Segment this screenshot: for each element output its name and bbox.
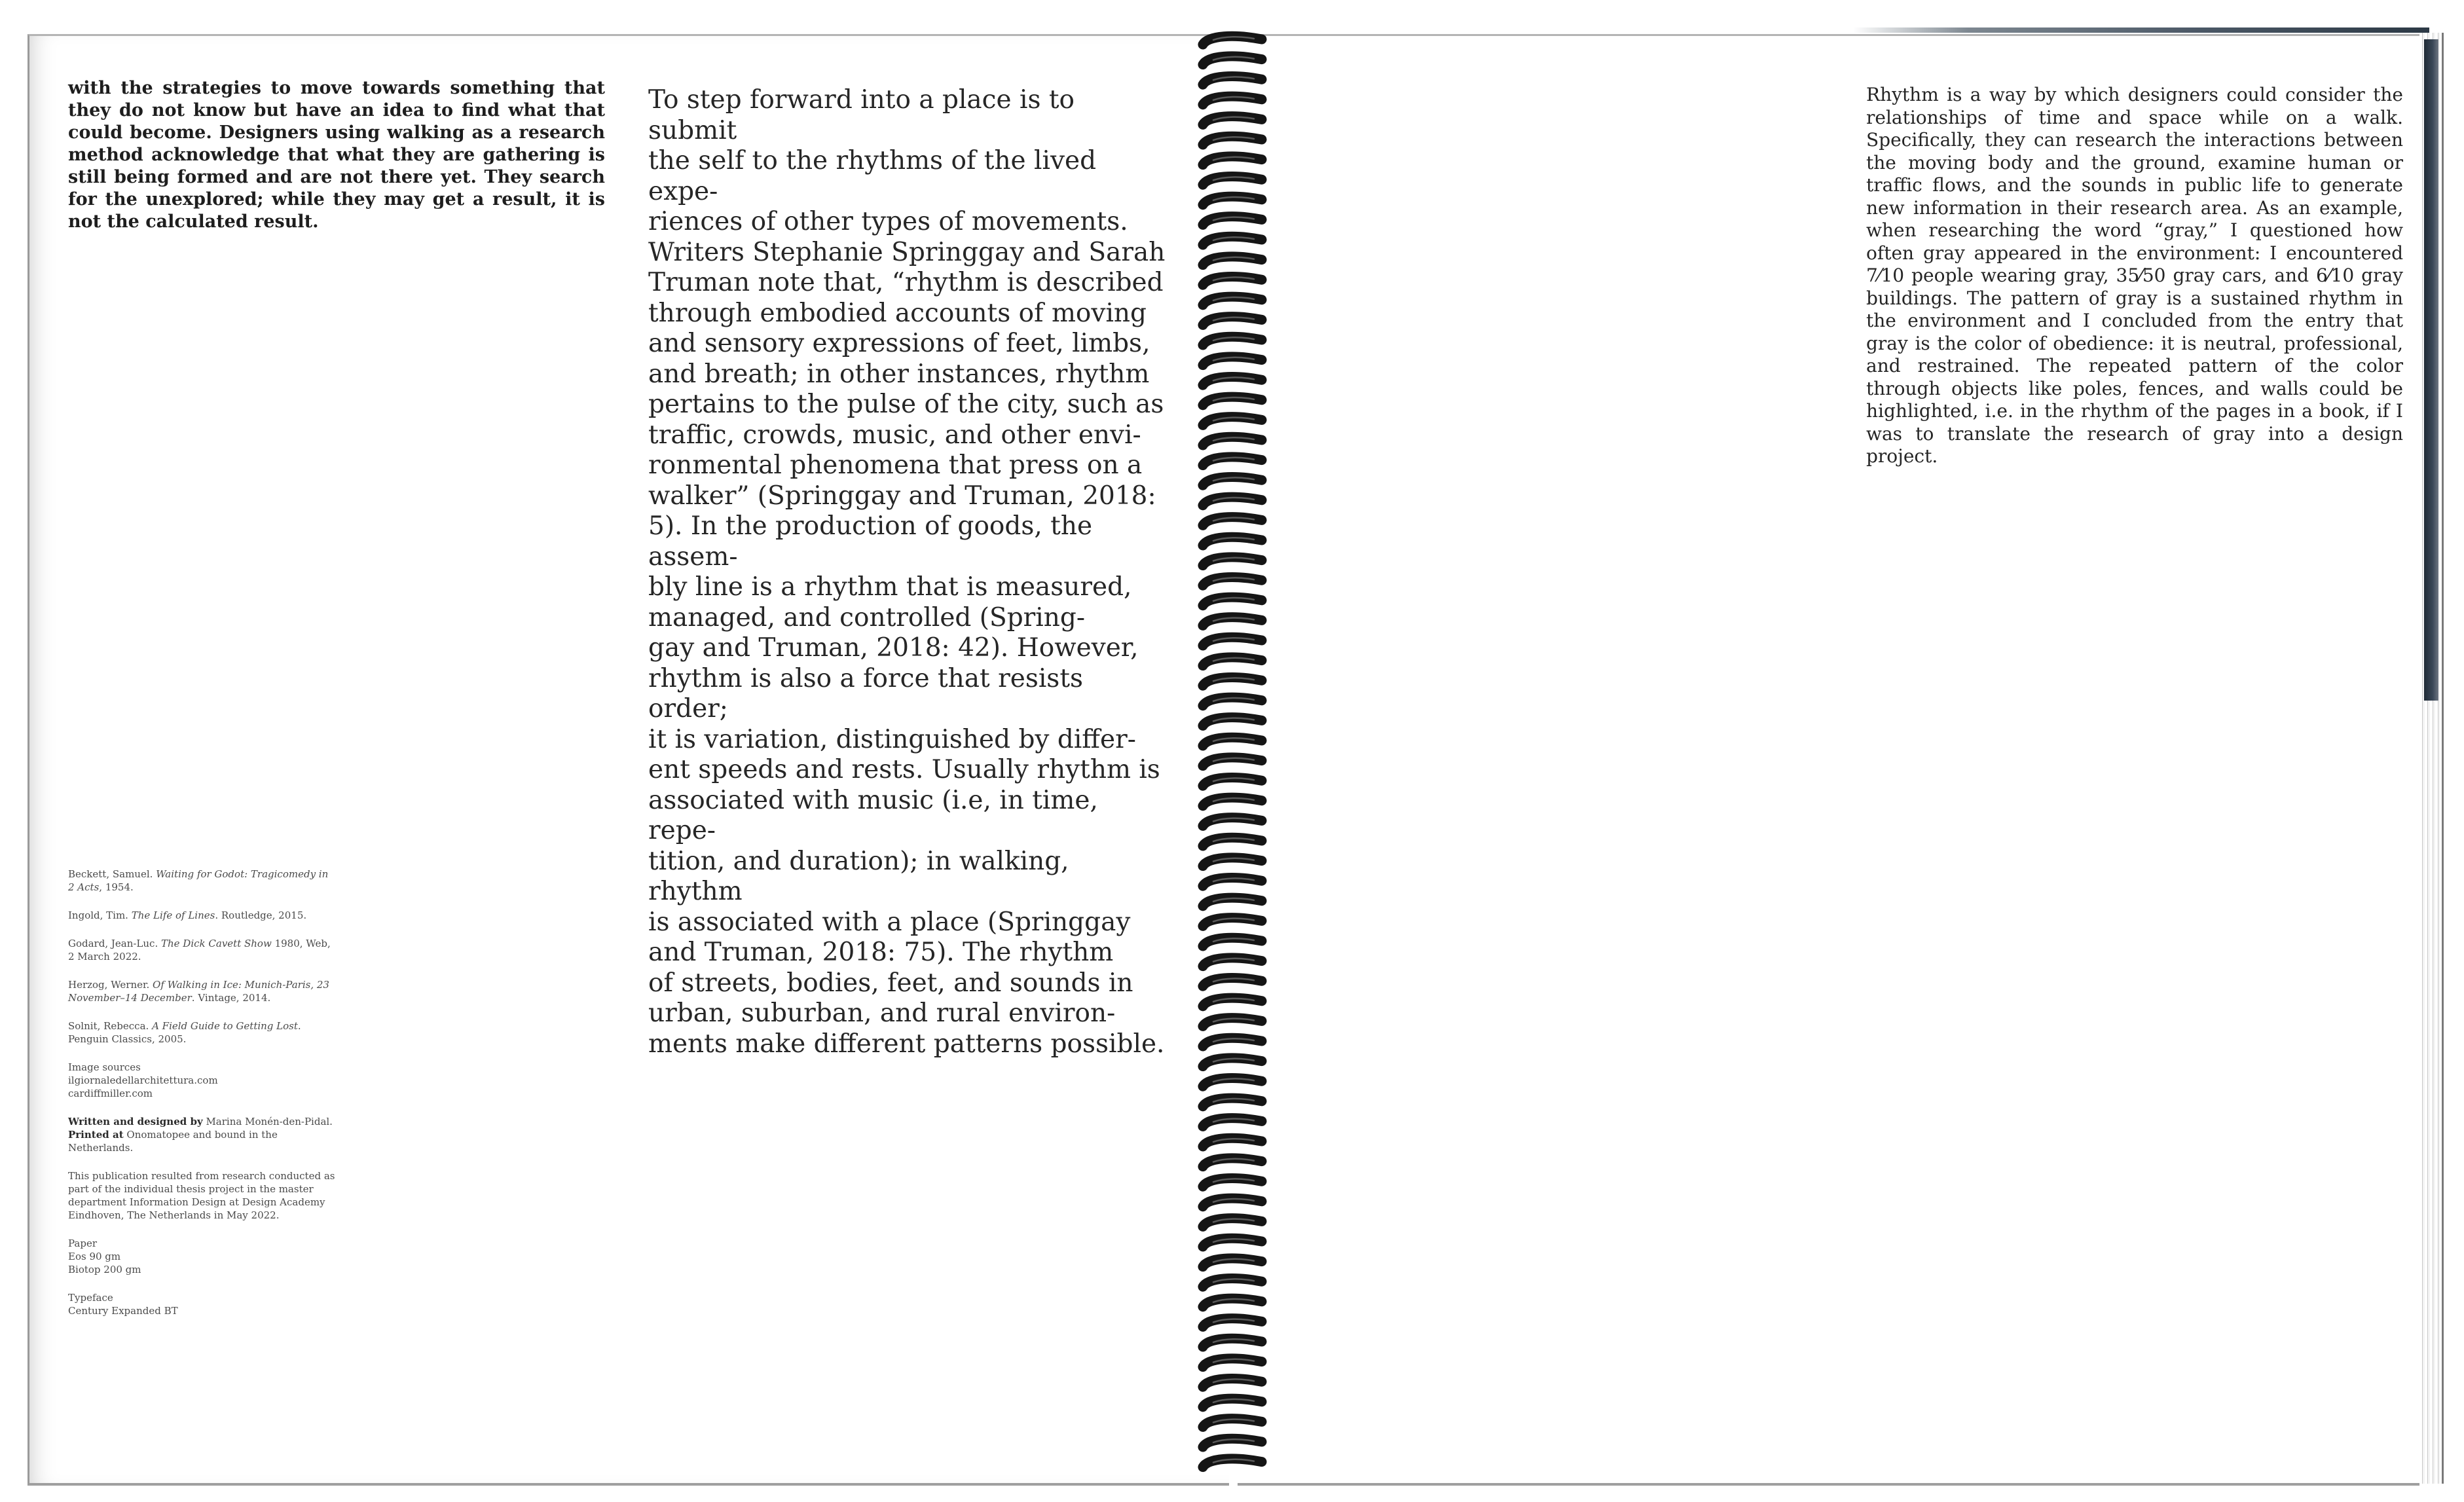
coil-ring bbox=[1203, 1138, 1262, 1146]
main-text-column bbox=[648, 85, 1166, 1059]
coil-ring bbox=[1203, 797, 1262, 806]
text-line: Writers Stephanie Springgay and Sarah bbox=[648, 237, 1166, 267]
coil-ring bbox=[1203, 918, 1262, 926]
image-source-line: cardiffmiller.com bbox=[68, 1088, 153, 1099]
coil-ring bbox=[1203, 1198, 1262, 1207]
coil-ring bbox=[1203, 1459, 1262, 1467]
image-sources bbox=[68, 1061, 337, 1100]
coil-ring bbox=[1203, 477, 1262, 486]
coil-ring bbox=[1203, 1218, 1262, 1227]
text-line: bly line is a rhythm that is measured, bbox=[648, 572, 1132, 602]
coil-ring bbox=[1203, 257, 1262, 265]
coil-ring bbox=[1203, 1298, 1262, 1307]
coil-ring bbox=[1203, 758, 1262, 766]
coil-ring bbox=[1203, 1438, 1262, 1447]
coil-ring bbox=[1203, 337, 1262, 345]
coil-ring bbox=[1203, 1078, 1262, 1087]
reference-title: A Field Guide to Getting Lost bbox=[152, 1020, 298, 1032]
coil-ring bbox=[1203, 417, 1262, 426]
coil-ring bbox=[1203, 117, 1262, 125]
spiral-binding bbox=[1188, 26, 1287, 1486]
text-line: gay and Truman, 2018: 42). However, bbox=[648, 633, 1139, 663]
reference-publisher: , 1954. bbox=[99, 881, 134, 893]
reference-publisher: . Vintage, 2014. bbox=[191, 992, 271, 1004]
reference-author: Ingold, Tim. bbox=[68, 909, 132, 921]
coil-ring bbox=[1203, 437, 1262, 445]
credits-written-by-label: Written and designed by bbox=[68, 1116, 203, 1127]
coil-ring bbox=[1203, 1018, 1262, 1027]
coil-ring bbox=[1203, 457, 1262, 466]
reference-title: The Dick Cavett Show bbox=[161, 938, 272, 949]
coil-ring bbox=[1203, 958, 1262, 966]
text-line: of streets, bodies, feet, and sounds in bbox=[648, 968, 1133, 998]
text-line: ronmental phenomena that press on a bbox=[648, 450, 1143, 480]
right-paragraph: Rhythm is a way by which designers could consider the relationships of time and space while on a walk. Specifically, they can research the interactions between the moving body and the ground, examine human or traffic flows, and the sounds in public life to generate new information in their research area. As an example, when researching the word “gray,” I questioned how often gray appeared in the environment: I encountered 7⁄10 people wearing gray, 35⁄50 gray cars, and 6⁄10 gray buildings. The pattern of gray is a sustained rhythm in the environment and I concluded from the entry that gray is the color of obedience: it is neutral, professional, and restrained. The repeated pattern of the color through objects like poles, fences, and walls could be highlighted, i.e. in the rhythm of the pages in a book, if I was to translate the research of gray into a design project. bbox=[1866, 84, 2403, 467]
coil-ring bbox=[1203, 377, 1262, 386]
reference-entry bbox=[68, 909, 337, 922]
text-line: tition, and duration); in walking, rhythm bbox=[648, 846, 1069, 906]
typeface-info bbox=[68, 1291, 337, 1317]
cover-edge-shadow bbox=[2424, 39, 2438, 701]
coil-ring bbox=[1203, 1419, 1262, 1427]
coil-ring bbox=[1203, 1238, 1262, 1247]
coil-ring bbox=[1203, 1098, 1262, 1107]
coil-ring bbox=[1203, 837, 1262, 846]
coil-ring bbox=[1203, 397, 1262, 405]
coil-ring bbox=[1203, 56, 1262, 65]
coil-ring bbox=[1203, 577, 1262, 586]
coil-ring bbox=[1203, 1359, 1262, 1367]
reference-publisher: . Routledge, 2015. bbox=[215, 909, 307, 921]
coil-ring bbox=[1203, 998, 1262, 1006]
coil-ring bbox=[1203, 818, 1262, 826]
paper-info bbox=[68, 1237, 337, 1276]
coil-ring bbox=[1203, 878, 1262, 887]
coil-ring bbox=[1203, 1319, 1262, 1327]
text-line: is associated with a place (Springgay bbox=[648, 907, 1131, 937]
coil-ring bbox=[1203, 217, 1262, 225]
coil-ring bbox=[1203, 1179, 1262, 1187]
coil-ring bbox=[1203, 497, 1262, 505]
coil-ring bbox=[1203, 1338, 1262, 1347]
colophon bbox=[68, 868, 337, 1332]
coil-ring bbox=[1203, 77, 1262, 85]
coil-ring bbox=[1203, 96, 1262, 105]
bibliography bbox=[68, 868, 337, 1046]
coil-ring bbox=[1203, 196, 1262, 205]
reference-author: Solnit, Rebecca. bbox=[68, 1020, 153, 1032]
reference-entry bbox=[68, 937, 337, 963]
reference-title: Waiting for Godot: Tragicomedy in 2 Acts bbox=[68, 868, 329, 893]
reference-entry bbox=[68, 1019, 337, 1046]
text-line: 5). In the production of goods, the assem- bbox=[648, 511, 1093, 572]
reference-entry bbox=[68, 978, 337, 1004]
typeface-value: Century Expanded BT bbox=[68, 1305, 178, 1317]
coil-ring bbox=[1203, 657, 1262, 666]
text-line: pertains to the pulse of the city, such as bbox=[648, 390, 1164, 419]
reference-publisher: . Penguin Classics, 2005. bbox=[68, 1020, 301, 1045]
coil-ring bbox=[1203, 1118, 1262, 1127]
coil-ring bbox=[1203, 1279, 1262, 1287]
coil-ring bbox=[1203, 36, 1262, 45]
reference-entry bbox=[68, 868, 337, 894]
text-line: walker” (Springgay and Truman, 2018: bbox=[648, 481, 1156, 511]
coil-ring bbox=[1203, 136, 1262, 145]
credits bbox=[68, 1115, 337, 1154]
coil-ring bbox=[1203, 718, 1262, 726]
coil-ring bbox=[1203, 177, 1262, 185]
coil-ring bbox=[1203, 1379, 1262, 1387]
text-line: urban, suburban, and rural environ- bbox=[648, 998, 1116, 1028]
reference-title: The Life of Lines bbox=[131, 909, 215, 921]
image-source-line: ilgiornaledellarchitettura.com bbox=[68, 1074, 218, 1086]
text-line: rhythm is also a force that resists order; bbox=[648, 663, 1084, 724]
coil-ring bbox=[1203, 1258, 1262, 1267]
coil-ring bbox=[1203, 678, 1262, 686]
text-line: managed, and controlled (Spring- bbox=[648, 602, 1086, 632]
coil-ring bbox=[1203, 1399, 1262, 1407]
coil-ring bbox=[1203, 317, 1262, 325]
coil-ring bbox=[1203, 297, 1262, 305]
coil-ring bbox=[1203, 1158, 1262, 1167]
coil-ring bbox=[1203, 236, 1262, 245]
typeface-label: Typeface bbox=[68, 1292, 113, 1304]
coil-ring bbox=[1203, 898, 1262, 906]
coil-ring bbox=[1203, 737, 1262, 746]
coil-ring bbox=[1203, 597, 1262, 606]
text-line: To step forward into a place is to submit bbox=[648, 85, 1075, 145]
coil-ring bbox=[1203, 1038, 1262, 1046]
paper-line: Biotop 200 gm bbox=[68, 1264, 141, 1275]
text-line: and breath; in other instances, rhythm bbox=[648, 359, 1150, 389]
paper-line: Eos 90 gm bbox=[68, 1251, 121, 1262]
text-line: through embodied accounts of moving bbox=[648, 298, 1147, 328]
text-line: riences of other types of movements. bbox=[648, 207, 1128, 236]
coil-ring bbox=[1203, 277, 1262, 285]
text-line: ments make different patterns possible. bbox=[648, 1029, 1165, 1059]
coil-ring bbox=[1203, 978, 1262, 987]
coil-ring bbox=[1203, 697, 1262, 706]
page-edge-top bbox=[1853, 27, 2429, 33]
text-line: and sensory expressions of feet, limbs, bbox=[648, 329, 1150, 358]
credits-printer: Onomatopee and bound in the Netherlands. bbox=[68, 1129, 278, 1154]
coil-ring bbox=[1203, 778, 1262, 786]
reference-author: Beckett, Samuel. bbox=[68, 868, 156, 880]
coil-ring bbox=[1203, 357, 1262, 365]
coil-ring bbox=[1203, 557, 1262, 566]
image-sources-label: Image sources bbox=[68, 1061, 141, 1073]
coil-ring bbox=[1203, 617, 1262, 626]
coil-ring bbox=[1203, 637, 1262, 646]
coil-ring bbox=[1203, 156, 1262, 165]
text-line: associated with music (i.e, in time, repe- bbox=[648, 785, 1098, 845]
text-line: and Truman, 2018: 75). The rhythm bbox=[648, 938, 1114, 967]
publication-note: This publication resulted from research conducted as part of the individual thesis project in the master department Information Design at Design Academy Eindhoven, The Netherlands in May 2022. bbox=[68, 1170, 335, 1221]
left-intro-paragraph: with the strategies to move towards something that they do not know but have an idea to find what that could become. Designers using walking as a research method acknowledge that what they are gathering is still being formed and are not there yet. They search for the unexplored; while they may get a result, it is not the calculated result. bbox=[68, 78, 605, 232]
reference-author: Herzog, Werner. bbox=[68, 979, 153, 991]
text-line: the self to the rhythms of the lived expe- bbox=[648, 146, 1097, 206]
credits-printed-label: Printed at bbox=[68, 1129, 124, 1141]
text-line: ent speeds and rests. Usually rhythm is bbox=[648, 755, 1160, 784]
credits-author: Marina Monén-den-Pidal. bbox=[202, 1116, 333, 1127]
coil-ring bbox=[1203, 537, 1262, 545]
coil-ring bbox=[1203, 517, 1262, 526]
text-line: traffic, crowds, music, and other envi- bbox=[648, 420, 1141, 450]
coil-ring bbox=[1203, 1058, 1262, 1067]
paper-label: Paper bbox=[68, 1237, 98, 1249]
reference-author: Godard, Jean-Luc. bbox=[68, 938, 161, 949]
coil-ring bbox=[1203, 858, 1262, 866]
text-line: Truman note that, “rhythm is described bbox=[648, 268, 1164, 297]
text-line: it is variation, distinguished by differ- bbox=[648, 724, 1136, 754]
reference-publisher: 1980, Web, 2 March 2022. bbox=[68, 938, 331, 962]
reference-title: Of Walking in Ice: Munich-Paris, 23 November–14 December bbox=[68, 979, 329, 1004]
coil-ring bbox=[1203, 938, 1262, 946]
